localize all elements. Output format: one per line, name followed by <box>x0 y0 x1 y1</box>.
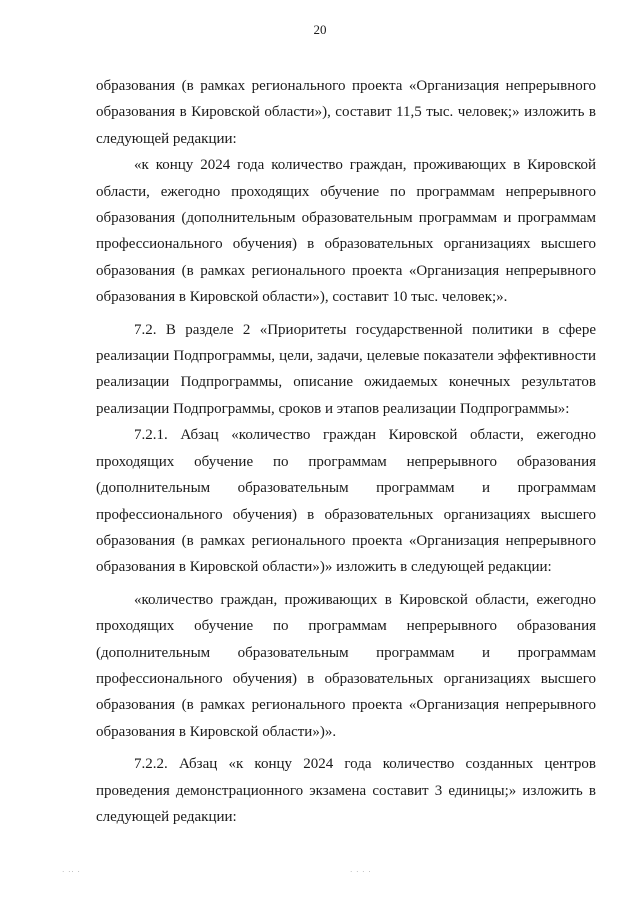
paragraph-section-7-2: 7.2. В разделе 2 «Приоритеты государственной политики в сфере реализации Подпрограммы, цели, задачи, целевые показатели эффективности реализации Подпрограммы, описание ожидаемых конечных результатов реализации Подпрограммы, сроков и этапов реализации Подпрограммы»: <box>96 321 596 417</box>
paragraph-section-7-2-2: 7.2.2. Абзац «к концу 2024 года количество созданных центров проведения демонстрационного экзамена составит 3 единицы;» изложить в следующей редакции: <box>96 756 596 825</box>
paragraph-quote-indicator: «количество граждан, проживающих в Кировской области, ежегодно проходящих обучение по программам непрерывного образования (дополнительным образовательным программам и программам профессионального обучения) в образовательных организациях высшего образования (в рамках регионального проекта «Организация непрерывного образования в Кировской области»)». <box>96 591 596 740</box>
scan-artifact-center: · · · · <box>350 868 372 876</box>
paragraph-section-7-2-1: 7.2.1. Абзац «количество граждан Кировской области, ежегодно проходящих обучение по программам непрерывного образования (дополнительным образовательным программам и программам профессионального обучения) в образовательных организациях высшего образования (в рамках регионального проекта «Организация непрерывного образования в Кировской области»)» изложить в следующей редакции: <box>96 427 596 576</box>
paragraph-continuation: образования (в рамках регионального проекта «Организация непрерывного образования в Кировской области»), составит 11,5 тыс. человек;» изложить в следующей редакции: <box>96 78 596 147</box>
document-body <box>96 73 596 830</box>
page-number: 20 <box>313 22 327 37</box>
scan-artifact-left: · ·· · <box>62 868 81 876</box>
paragraph-quote-target-value: «к концу 2024 года количество граждан, проживающих в Кировской области, ежегодно проходящих обучение по программам непрерывного образования (дополнительным образовательным программам и программам профессионального обучения) в образовательных организациях высшего образования (в рамках регионального проекта «Организация непрерывного образования в Кировской области»), составит 10 тыс. человек;». <box>96 157 596 306</box>
